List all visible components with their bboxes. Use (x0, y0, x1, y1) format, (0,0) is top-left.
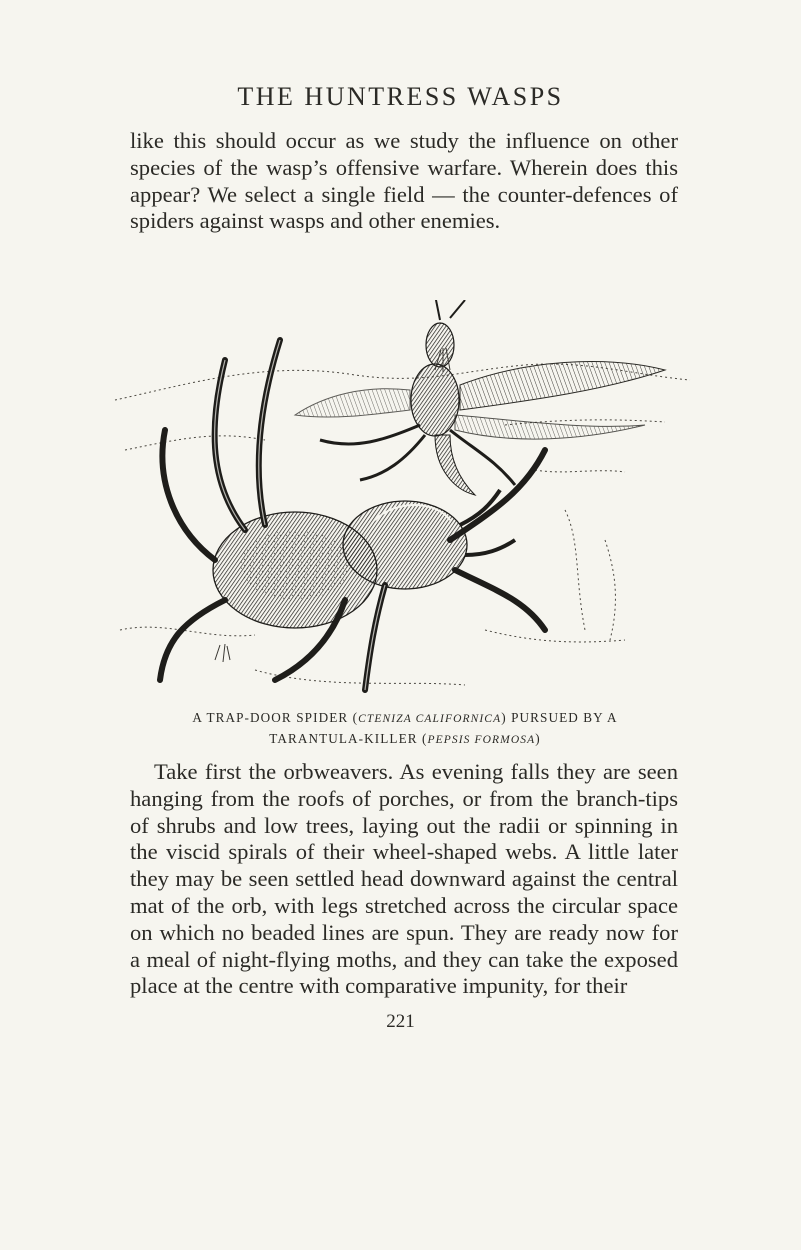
page-number: 221 (386, 1011, 415, 1032)
caption-species-spider: CTENIZA CALIFORNICA (358, 713, 502, 725)
spider-wasp-engraving (105, 300, 695, 700)
caption-line-2 (120, 729, 690, 750)
illustration-spider-and-wasp (105, 300, 695, 700)
paragraph-orbweavers: Take first the orbweavers. As evening falls they are seen hanging from the roofs of porches, or from the branch-tips of shrubs and low trees, laying out the radii or spinning in the viscid spirals of their wheel-shaped webs. A little later they may be seen settled head downward against the central mat of the orb, with legs stretched across the circular space on which no beaded lines are spun. They are ready now for a meal of night-flying moths, and they can take the exposed place at the centre with comparative impunity, for their (130, 759, 678, 999)
caption-text: ) PURSUED BY A (501, 710, 618, 725)
wasp-figure (295, 300, 665, 495)
caption-species-wasp: PEPSIS FORMOSA (427, 734, 536, 746)
caption-text: A TRAP-DOOR SPIDER ( (192, 710, 359, 725)
running-head: THE HUNTRESS WASPS (237, 82, 564, 111)
caption-line-1 (120, 708, 690, 729)
caption-text: ) (535, 731, 541, 746)
paragraph-intro: like this should occur as we study the influence on other species of the wasp’s offensive warfare. Wherein does this appear? We select a single field — the counter-defences of spiders against wasps and other enemies. (130, 128, 678, 234)
figure-caption (120, 708, 690, 750)
caption-text: TARANTULA-KILLER ( (269, 731, 428, 746)
